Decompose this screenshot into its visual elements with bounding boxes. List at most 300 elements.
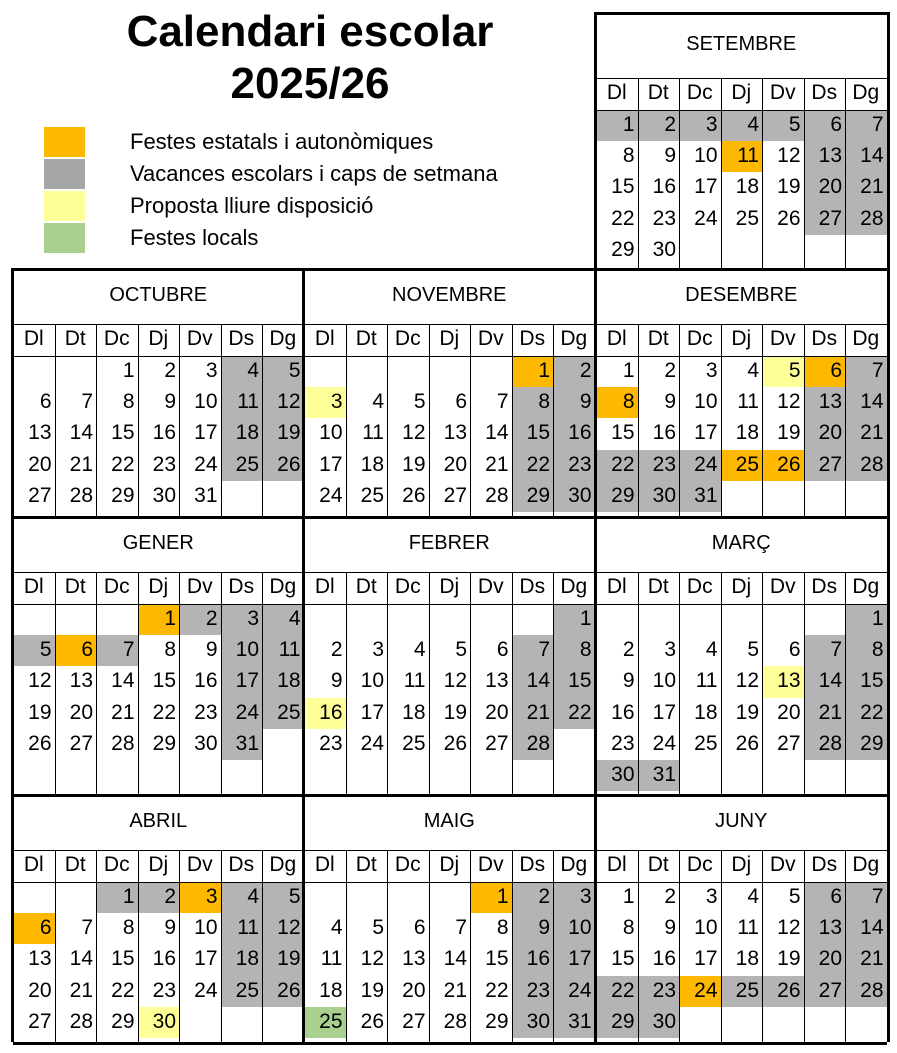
day-cell: 15 bbox=[512, 418, 554, 449]
day-cell: 2 bbox=[330, 638, 343, 662]
day-cell: 7 bbox=[512, 635, 554, 666]
day-cell: 25 bbox=[221, 976, 263, 1007]
day-cell: 6 bbox=[39, 390, 52, 414]
weekday-header: Dj bbox=[439, 327, 460, 350]
day-cell: 14 bbox=[845, 913, 887, 944]
day-cell: 21 bbox=[845, 172, 887, 203]
day-cell: 17 bbox=[221, 666, 263, 697]
day-cell: 15 bbox=[485, 947, 509, 971]
day-cell: 1 bbox=[96, 882, 138, 913]
day-cell: 26 bbox=[777, 206, 801, 230]
day-cell: 19 bbox=[777, 175, 801, 199]
weekday-header: Dc bbox=[103, 853, 130, 876]
weekday-header: Dc bbox=[686, 575, 713, 598]
weekday-header: Dj bbox=[439, 575, 460, 598]
month-name: FEBRER bbox=[408, 532, 490, 554]
day-cell: 19 bbox=[402, 452, 426, 476]
day-cell: 23 bbox=[553, 450, 595, 481]
block-border bbox=[11, 794, 14, 1042]
grid-line bbox=[596, 110, 887, 111]
day-cell: 17 bbox=[553, 944, 595, 975]
day-cell: 14 bbox=[512, 666, 554, 697]
day-cell: 15 bbox=[553, 666, 595, 697]
month-name: JUNY bbox=[715, 810, 768, 832]
day-cell: 4 bbox=[221, 882, 263, 913]
day-cell: 11 bbox=[403, 669, 426, 693]
day-cell: 17 bbox=[694, 947, 718, 971]
weekday-header: Ds bbox=[811, 327, 838, 350]
weekday-header: Dt bbox=[647, 853, 669, 876]
day-cell: 19 bbox=[443, 700, 467, 724]
day-cell: 5 bbox=[747, 638, 759, 662]
weekday-header: Dl bbox=[23, 575, 44, 598]
day-cell: 8 bbox=[622, 144, 635, 168]
day-cell: 9 bbox=[664, 916, 676, 940]
day-cell: 25 bbox=[735, 206, 759, 230]
weekday-header: Ds bbox=[228, 853, 255, 876]
day-cell: 5 bbox=[262, 882, 304, 913]
weekday-header: Dt bbox=[647, 81, 669, 104]
day-cell: 19 bbox=[262, 418, 304, 449]
day-cell: 12 bbox=[777, 916, 801, 940]
day-cell: 14 bbox=[485, 421, 509, 445]
day-cell: 5 bbox=[13, 635, 55, 666]
weekday-header: Ds bbox=[519, 853, 546, 876]
day-cell: 17 bbox=[694, 175, 718, 199]
day-cell: 3 bbox=[679, 110, 721, 141]
weekday-header: Dj bbox=[439, 853, 460, 876]
grid-line bbox=[679, 850, 680, 1042]
day-cell: 3 bbox=[221, 604, 263, 635]
weekday-header: Dg bbox=[852, 81, 880, 104]
weekday-header: Ds bbox=[228, 575, 255, 598]
grid-line bbox=[138, 324, 139, 516]
weekday-header: Dt bbox=[64, 327, 86, 350]
block-border bbox=[11, 516, 14, 794]
grid-line bbox=[346, 572, 347, 794]
grid-line bbox=[55, 850, 56, 1042]
weekday-header: Ds bbox=[519, 575, 546, 598]
grid-line bbox=[512, 324, 513, 516]
day-cell: 16 bbox=[152, 421, 176, 445]
day-cell: 1 bbox=[122, 359, 135, 382]
weekday-header: Dv bbox=[186, 853, 213, 876]
block-border bbox=[13, 516, 887, 519]
legend-swatch bbox=[44, 191, 85, 221]
weekday-header: Dl bbox=[606, 853, 627, 876]
day-cell: 17 bbox=[360, 700, 384, 724]
day-cell: 29 bbox=[596, 1007, 638, 1038]
day-cell: 11 bbox=[737, 390, 759, 414]
day-cell: 16 bbox=[652, 421, 676, 445]
day-cell: 2 bbox=[664, 885, 676, 908]
grid-line bbox=[13, 604, 304, 605]
day-cell: 19 bbox=[262, 944, 304, 975]
weekday-header: Dl bbox=[314, 327, 335, 350]
day-cell: 6 bbox=[55, 635, 97, 666]
day-cell: 11 bbox=[721, 141, 763, 172]
grid-line bbox=[596, 356, 887, 357]
grid-line bbox=[762, 850, 763, 1042]
day-cell: 20 bbox=[402, 978, 426, 1002]
day-cell: 14 bbox=[845, 387, 887, 418]
day-cell: 30 bbox=[652, 237, 676, 261]
grid-line bbox=[138, 572, 139, 794]
weekday-header: Ds bbox=[811, 575, 838, 598]
weekday-header: Dj bbox=[731, 81, 752, 104]
day-cell: 11 bbox=[320, 947, 343, 971]
day-cell: 9 bbox=[512, 913, 554, 944]
day-cell: 3 bbox=[179, 882, 221, 913]
day-cell: 24 bbox=[194, 978, 218, 1002]
day-cell: 11 bbox=[262, 635, 304, 666]
weekday-header: Dj bbox=[148, 853, 169, 876]
weekday-header: Dg bbox=[269, 327, 297, 350]
day-cell: 8 bbox=[553, 635, 595, 666]
day-cell: 22 bbox=[111, 978, 135, 1002]
day-cell: 24 bbox=[679, 976, 721, 1007]
grid-line bbox=[804, 850, 805, 1042]
day-cell: 5 bbox=[372, 916, 384, 940]
day-cell: 13 bbox=[28, 421, 52, 445]
day-cell: 29 bbox=[845, 729, 887, 760]
block-border bbox=[13, 268, 887, 271]
weekday-header: Dl bbox=[606, 575, 627, 598]
weekday-header: Dc bbox=[686, 327, 713, 350]
day-cell: 10 bbox=[694, 916, 718, 940]
grid-line bbox=[512, 572, 513, 794]
day-cell: 14 bbox=[69, 947, 93, 971]
block-border bbox=[594, 12, 597, 268]
grid-line bbox=[470, 324, 471, 516]
day-cell: 15 bbox=[611, 175, 635, 199]
day-cell: 30 bbox=[152, 483, 176, 507]
day-cell: 7 bbox=[455, 916, 467, 940]
grid-line bbox=[304, 850, 595, 851]
day-cell: 13 bbox=[443, 421, 467, 445]
day-cell: 24 bbox=[360, 731, 384, 755]
day-cell: 1 bbox=[512, 356, 554, 387]
day-cell: 18 bbox=[262, 666, 304, 697]
grid-line bbox=[638, 850, 639, 1042]
day-cell: 5 bbox=[413, 390, 426, 414]
weekday-header: Dt bbox=[355, 575, 377, 598]
grid-line bbox=[596, 572, 887, 573]
grid-line bbox=[845, 324, 846, 516]
day-cell: 25 bbox=[221, 450, 263, 481]
day-cell: 6 bbox=[496, 638, 509, 662]
day-cell: 20 bbox=[777, 700, 801, 724]
grid-line bbox=[721, 78, 722, 268]
day-cell: 28 bbox=[443, 1009, 467, 1033]
day-cell: 21 bbox=[69, 452, 93, 476]
day-cell: 22 bbox=[611, 206, 635, 230]
day-cell: 10 bbox=[652, 669, 676, 693]
day-cell: 2 bbox=[638, 110, 680, 141]
weekday-header: Dl bbox=[606, 81, 627, 104]
day-cell: 4 bbox=[262, 604, 304, 635]
day-cell: 20 bbox=[28, 978, 52, 1002]
grid-line bbox=[304, 572, 595, 573]
day-cell: 14 bbox=[443, 947, 467, 971]
grid-line bbox=[262, 572, 263, 794]
day-cell: 1 bbox=[622, 885, 635, 908]
day-cell: 25 bbox=[360, 483, 384, 507]
day-cell: 23 bbox=[638, 450, 680, 481]
day-cell: 16 bbox=[611, 700, 635, 724]
day-cell: 5 bbox=[762, 110, 804, 141]
day-cell: 20 bbox=[804, 418, 846, 449]
day-cell: 2 bbox=[622, 638, 635, 662]
day-cell: 3 bbox=[705, 885, 718, 908]
day-cell: 2 bbox=[138, 882, 180, 913]
weekday-header: Dv bbox=[186, 575, 213, 598]
weekday-header: Dg bbox=[560, 575, 588, 598]
day-cell: 21 bbox=[485, 452, 509, 476]
weekday-header: Dg bbox=[269, 575, 297, 598]
day-cell: 31 bbox=[553, 1007, 595, 1038]
day-cell: 6 bbox=[455, 390, 467, 414]
title-line-1: Calendari escolar bbox=[126, 7, 494, 56]
day-cell: 3 bbox=[372, 638, 384, 662]
day-cell: 21 bbox=[443, 978, 467, 1002]
day-cell: 13 bbox=[402, 947, 426, 971]
grid-line bbox=[179, 324, 180, 516]
block-border bbox=[887, 12, 890, 268]
day-cell: 8 bbox=[122, 916, 135, 940]
month-name: MARÇ bbox=[711, 532, 771, 554]
day-cell: 28 bbox=[845, 976, 887, 1007]
weekday-header: Dg bbox=[560, 853, 588, 876]
grid-line bbox=[679, 324, 680, 516]
day-cell: 20 bbox=[804, 172, 846, 203]
legend-swatch bbox=[44, 159, 85, 189]
day-cell: 24 bbox=[194, 452, 218, 476]
day-cell: 2 bbox=[664, 359, 676, 382]
day-cell: 8 bbox=[122, 390, 135, 414]
day-cell: 1 bbox=[845, 604, 887, 635]
day-cell: 18 bbox=[319, 978, 343, 1002]
block-border bbox=[11, 268, 14, 516]
weekday-header: Dv bbox=[186, 327, 213, 350]
day-cell: 13 bbox=[485, 669, 509, 693]
day-cell: 11 bbox=[362, 421, 384, 445]
grid-line bbox=[721, 572, 722, 794]
day-cell: 5 bbox=[762, 356, 804, 387]
weekday-header: Dj bbox=[148, 327, 169, 350]
day-cell: 22 bbox=[596, 450, 638, 481]
day-cell: 11 bbox=[221, 387, 263, 418]
day-cell: 28 bbox=[845, 204, 887, 235]
grid-line bbox=[596, 78, 887, 79]
day-cell: 27 bbox=[443, 483, 467, 507]
day-cell: 15 bbox=[611, 947, 635, 971]
day-cell: 23 bbox=[638, 976, 680, 1007]
day-cell: 14 bbox=[845, 141, 887, 172]
day-cell: 20 bbox=[28, 452, 52, 476]
grid-line bbox=[470, 572, 471, 794]
day-cell: 14 bbox=[111, 669, 135, 693]
grid-line bbox=[845, 78, 846, 268]
grid-line bbox=[221, 572, 222, 794]
weekday-header: Dg bbox=[852, 327, 880, 350]
day-cell: 31 bbox=[194, 483, 218, 507]
day-cell: 2 bbox=[512, 882, 554, 913]
grid-line bbox=[13, 882, 304, 883]
grid-line bbox=[304, 882, 595, 883]
block-border bbox=[594, 516, 597, 794]
weekday-header: Dg bbox=[852, 575, 880, 598]
day-cell: 9 bbox=[664, 144, 676, 168]
day-cell: 7 bbox=[804, 635, 846, 666]
day-cell: 20 bbox=[804, 944, 846, 975]
grid-line bbox=[596, 850, 887, 851]
day-cell: 21 bbox=[845, 944, 887, 975]
day-cell: 3 bbox=[553, 882, 595, 913]
day-cell: 13 bbox=[28, 947, 52, 971]
day-cell: 30 bbox=[512, 1007, 554, 1038]
day-cell: 5 bbox=[455, 638, 467, 662]
day-cell: 30 bbox=[638, 1007, 680, 1038]
day-cell: 26 bbox=[262, 450, 304, 481]
weekday-header: Dl bbox=[314, 575, 335, 598]
weekday-header: Dc bbox=[394, 853, 421, 876]
day-cell: 4 bbox=[372, 390, 384, 414]
day-cell: 25 bbox=[304, 1007, 346, 1038]
grid-line bbox=[638, 78, 639, 268]
weekday-header: Dg bbox=[560, 327, 588, 350]
day-cell: 10 bbox=[194, 916, 218, 940]
day-cell: 16 bbox=[194, 669, 218, 693]
day-cell: 9 bbox=[553, 387, 595, 418]
weekday-header: Dt bbox=[64, 853, 86, 876]
day-cell: 11 bbox=[695, 669, 718, 693]
day-cell: 16 bbox=[553, 418, 595, 449]
weekday-header: Dj bbox=[148, 575, 169, 598]
day-cell: 7 bbox=[81, 916, 93, 940]
grid-line bbox=[596, 882, 887, 883]
weekday-header: Dc bbox=[103, 575, 130, 598]
day-cell: 19 bbox=[360, 978, 384, 1002]
grid-line bbox=[638, 324, 639, 516]
day-cell: 4 bbox=[330, 916, 343, 940]
grid-line bbox=[262, 850, 263, 1042]
day-cell: 5 bbox=[262, 356, 304, 387]
block-border bbox=[887, 794, 890, 1042]
day-cell: 8 bbox=[845, 635, 887, 666]
grid-line bbox=[221, 850, 222, 1042]
grid-line bbox=[304, 604, 595, 605]
day-cell: 22 bbox=[485, 978, 509, 1002]
day-cell: 12 bbox=[735, 669, 759, 693]
legend-label: Vacances escolars i caps de setmana bbox=[130, 161, 498, 186]
day-cell: 16 bbox=[304, 698, 346, 729]
day-cell: 18 bbox=[221, 418, 263, 449]
day-cell: 25 bbox=[721, 976, 763, 1007]
day-cell: 29 bbox=[111, 483, 135, 507]
day-cell: 9 bbox=[664, 390, 676, 414]
grid-line bbox=[596, 604, 887, 605]
month-name: GENER bbox=[122, 532, 194, 554]
day-cell: 23 bbox=[152, 452, 176, 476]
day-cell: 22 bbox=[845, 698, 887, 729]
day-cell: 16 bbox=[652, 947, 676, 971]
day-cell: 17 bbox=[194, 947, 218, 971]
day-cell: 8 bbox=[622, 916, 635, 940]
day-cell: 24 bbox=[694, 206, 718, 230]
weekday-header: Dv bbox=[769, 81, 796, 104]
weekday-header: Dt bbox=[647, 575, 669, 598]
weekday-header: Dv bbox=[769, 327, 796, 350]
day-cell: 28 bbox=[512, 729, 554, 760]
day-cell: 15 bbox=[152, 669, 176, 693]
day-cell: 18 bbox=[221, 944, 263, 975]
day-cell: 27 bbox=[804, 450, 846, 481]
day-cell: 23 bbox=[152, 978, 176, 1002]
weekday-header: Dc bbox=[394, 327, 421, 350]
grid-line bbox=[179, 850, 180, 1042]
grid-line bbox=[429, 324, 430, 516]
day-cell: 17 bbox=[694, 421, 718, 445]
weekday-header: Dl bbox=[23, 853, 44, 876]
day-cell: 23 bbox=[194, 700, 218, 724]
day-cell: 15 bbox=[611, 421, 635, 445]
weekday-header: Dt bbox=[64, 575, 86, 598]
weekday-header: Dc bbox=[394, 575, 421, 598]
day-cell: 12 bbox=[28, 669, 52, 693]
grid-line bbox=[512, 850, 513, 1042]
grid-line bbox=[13, 356, 304, 357]
day-cell: 26 bbox=[402, 483, 426, 507]
day-cell: 5 bbox=[788, 885, 801, 908]
day-cell: 7 bbox=[81, 390, 93, 414]
day-cell: 7 bbox=[96, 635, 138, 666]
grid-line bbox=[304, 356, 595, 357]
day-cell: 9 bbox=[164, 916, 176, 940]
block-border bbox=[887, 516, 890, 794]
day-cell: 13 bbox=[69, 669, 93, 693]
month-name: NOVEMBRE bbox=[392, 284, 507, 306]
grid-line bbox=[762, 572, 763, 794]
grid-line bbox=[96, 850, 97, 1042]
grid-line bbox=[721, 850, 722, 1042]
weekday-header: Dl bbox=[606, 327, 627, 350]
day-cell: 10 bbox=[694, 144, 718, 168]
day-cell: 27 bbox=[485, 731, 509, 755]
day-cell: 12 bbox=[443, 669, 467, 693]
grid-line bbox=[679, 78, 680, 268]
day-cell: 1 bbox=[596, 110, 638, 141]
day-cell: 17 bbox=[194, 421, 218, 445]
day-cell: 22 bbox=[512, 450, 554, 481]
day-cell: 21 bbox=[111, 700, 135, 724]
grid-line bbox=[762, 324, 763, 516]
day-cell: 2 bbox=[553, 356, 595, 387]
day-cell: 15 bbox=[845, 666, 887, 697]
grid-line bbox=[96, 572, 97, 794]
day-cell: 14 bbox=[69, 421, 93, 445]
month-name: MAIG bbox=[423, 810, 475, 832]
day-cell: 12 bbox=[262, 913, 304, 944]
grid-line bbox=[55, 572, 56, 794]
day-cell: 26 bbox=[443, 731, 467, 755]
day-cell: 22 bbox=[152, 700, 176, 724]
weekday-header: Dt bbox=[355, 853, 377, 876]
day-cell: 2 bbox=[179, 604, 221, 635]
day-cell: 28 bbox=[69, 483, 93, 507]
day-cell: 1 bbox=[553, 604, 595, 635]
grid-line bbox=[387, 324, 388, 516]
